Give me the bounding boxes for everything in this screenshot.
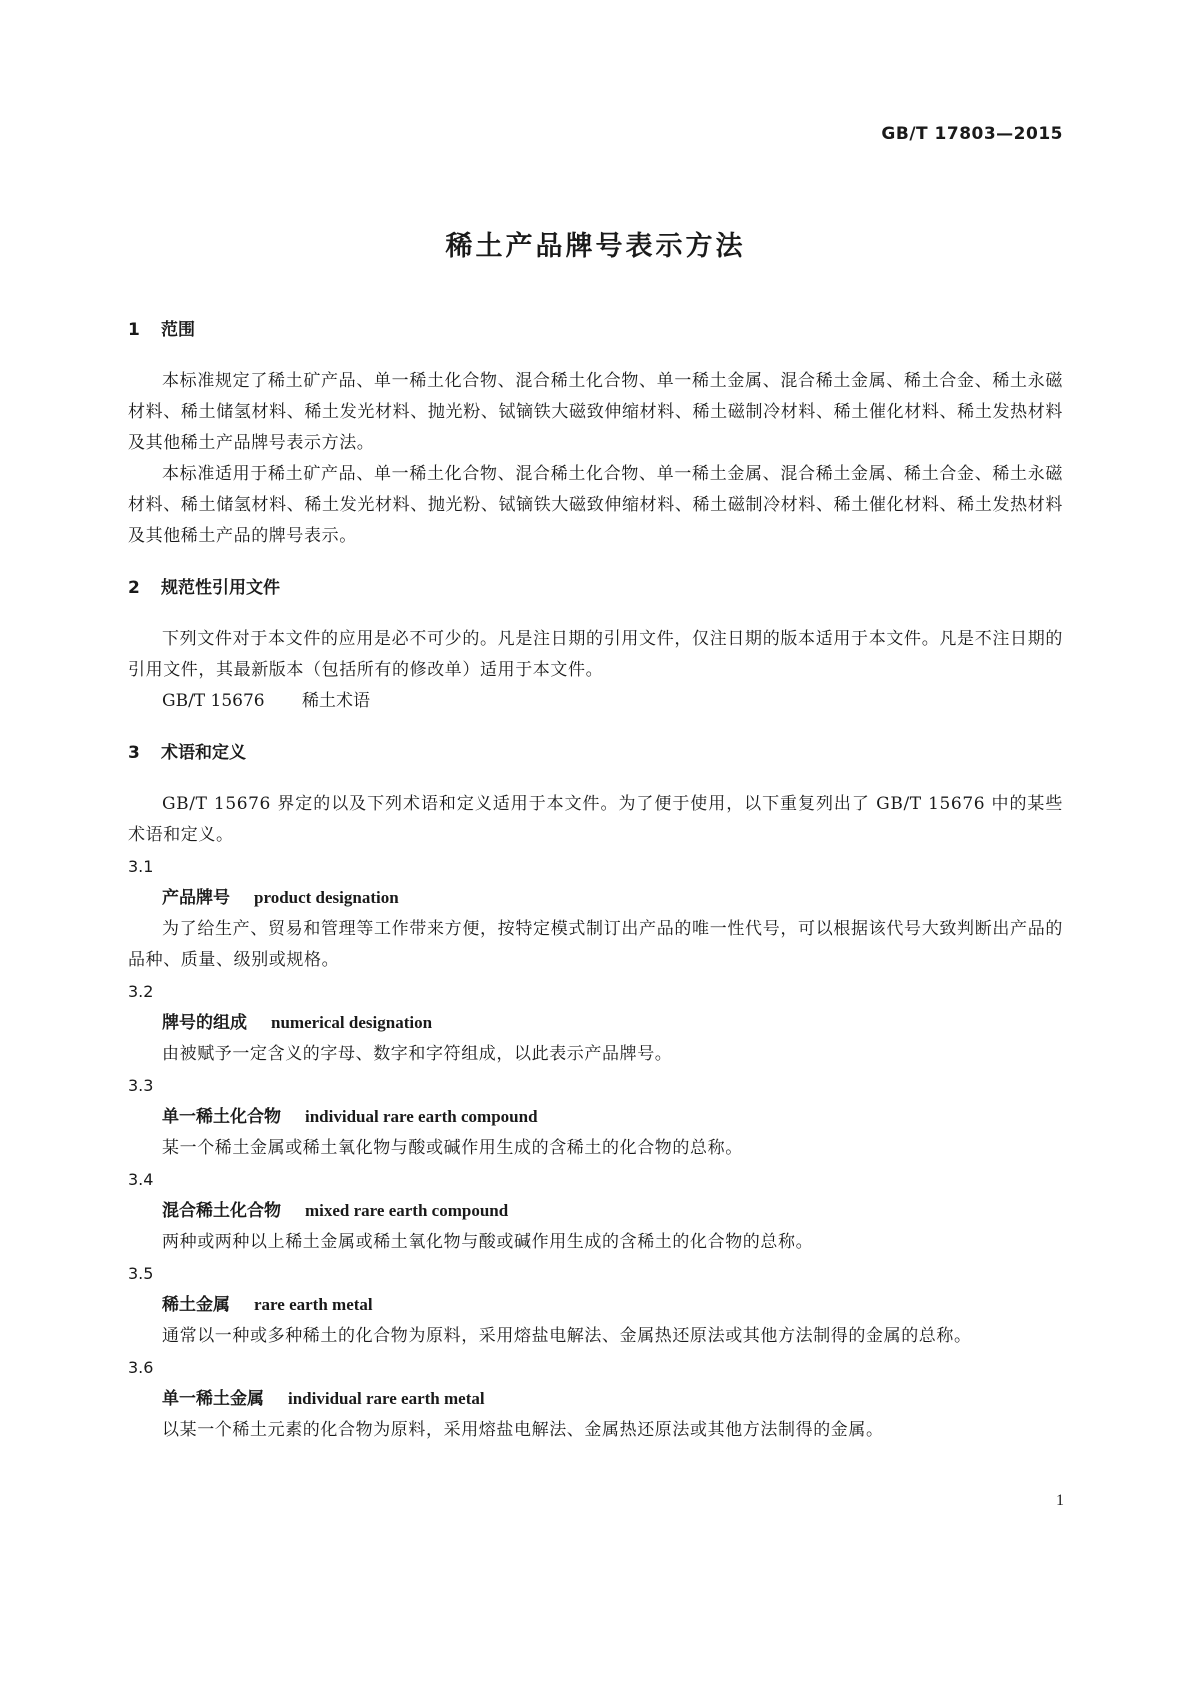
term-number: 3.2: [128, 982, 154, 1001]
term-name: [128, 1289, 1063, 1321]
term-name: [128, 1195, 1063, 1227]
term-zh: 牌号的组成: [162, 1013, 247, 1033]
normative-reference: [128, 686, 1063, 717]
reference-code: GB/T 15676: [162, 691, 265, 711]
term-en: numerical designation: [271, 1013, 433, 1032]
section-1-heading: [128, 318, 1063, 342]
term-en: individual rare earth compound: [305, 1107, 538, 1126]
term-name: [128, 882, 1063, 914]
term-definition: 某一个稀土金属或稀土氧化物与酸或碱作用生成的含稀土的化合物的总称。: [162, 1138, 743, 1158]
term-zh: 单一稀土化合物: [162, 1107, 281, 1127]
term-number: 3.1: [128, 857, 154, 876]
document-title: 稀土产品牌号表示方法: [445, 231, 746, 262]
term-definition: 通常以一种或多种稀土的化合物为原料，采用熔盐电解法、金属热还原法或其他方法制得的金属的总称。: [162, 1326, 972, 1346]
section-title: 规范性引用文件: [161, 578, 280, 598]
term-definition: 为了给生产、贸易和管理等工作带来方便，按特定模式制订出产品的唯一性代号，可以根据该代号大致判断出产品的品种、质量、级别或规格。: [128, 919, 1063, 970]
term-name: [128, 1007, 1063, 1039]
term-definition: 由被赋予一定含义的字母、数字和字符组成，以此表示产品牌号。: [162, 1044, 673, 1064]
section-2-heading: [128, 576, 1063, 600]
section-3-heading: [128, 741, 1063, 765]
term-definition: 两种或两种以上稀土金属或稀土氧化物与酸或碱作用生成的含稀土的化合物的总称。: [162, 1232, 814, 1252]
term-zh: 产品牌号: [162, 888, 230, 908]
term-en: mixed rare earth compound: [305, 1201, 509, 1220]
term-number: 3.4: [128, 1170, 154, 1189]
term-number: 3.5: [128, 1264, 154, 1283]
paragraph: 本标准适用于稀土矿产品、单一稀土化合物、混合稀土化合物、单一稀土金属、混合稀土金属、稀土合金、稀土永磁材料、稀土储氢材料、稀土发光材料、抛光粉、铽镝铁大磁致伸缩材料、稀土磁制冷材料、稀土催化材料、稀土发热材料及其他稀土产品的牌号表示。: [128, 464, 1063, 546]
section-number: 3: [128, 743, 140, 763]
term-definition: 以某一个稀土元素的化合物为原料，采用熔盐电解法、金属热还原法或其他方法制得的金属。: [162, 1420, 884, 1440]
section-title: 范围: [161, 320, 195, 340]
term-zh: 混合稀土化合物: [162, 1201, 281, 1221]
term-number: 3.3: [128, 1076, 154, 1095]
document-body: [128, 318, 1063, 1446]
page-number: 1: [1056, 1492, 1064, 1509]
term-zh: 单一稀土金属: [162, 1389, 264, 1409]
paragraph: 下列文件对于本文件的应用是必不可少的。凡是注日期的引用文件，仅注日期的版本适用于本文件。凡是不注日期的引用文件，其最新版本（包括所有的修改单）适用于本文件。: [128, 629, 1063, 680]
paragraph: GB/T 15676 界定的以及下列术语和定义适用于本文件。为了便于使用，以下重复列出了 GB/T 15676 中的某些术语和定义。: [128, 794, 1063, 845]
reference-title: 稀土术语: [302, 691, 370, 711]
term-en: rare earth metal: [254, 1295, 373, 1314]
section-number: 2: [128, 578, 140, 598]
section-title: 术语和定义: [161, 743, 246, 763]
term-name: [128, 1383, 1063, 1415]
term-en: individual rare earth metal: [288, 1389, 485, 1408]
term-zh: 稀土金属: [162, 1295, 230, 1315]
term-en: product designation: [254, 888, 399, 907]
standard-code: GB/T 17803—2015: [881, 124, 1063, 144]
section-number: 1: [128, 320, 140, 340]
term-name: [128, 1101, 1063, 1133]
term-number: 3.6: [128, 1358, 154, 1377]
paragraph: 本标准规定了稀土矿产品、单一稀土化合物、混合稀土化合物、单一稀土金属、混合稀土金属、稀土合金、稀土永磁材料、稀土储氢材料、稀土发光材料、抛光粉、铽镝铁大磁致伸缩材料、稀土磁制冷材料、稀土催化材料、稀土发热材料及其他稀土产品牌号表示方法。: [128, 371, 1063, 453]
